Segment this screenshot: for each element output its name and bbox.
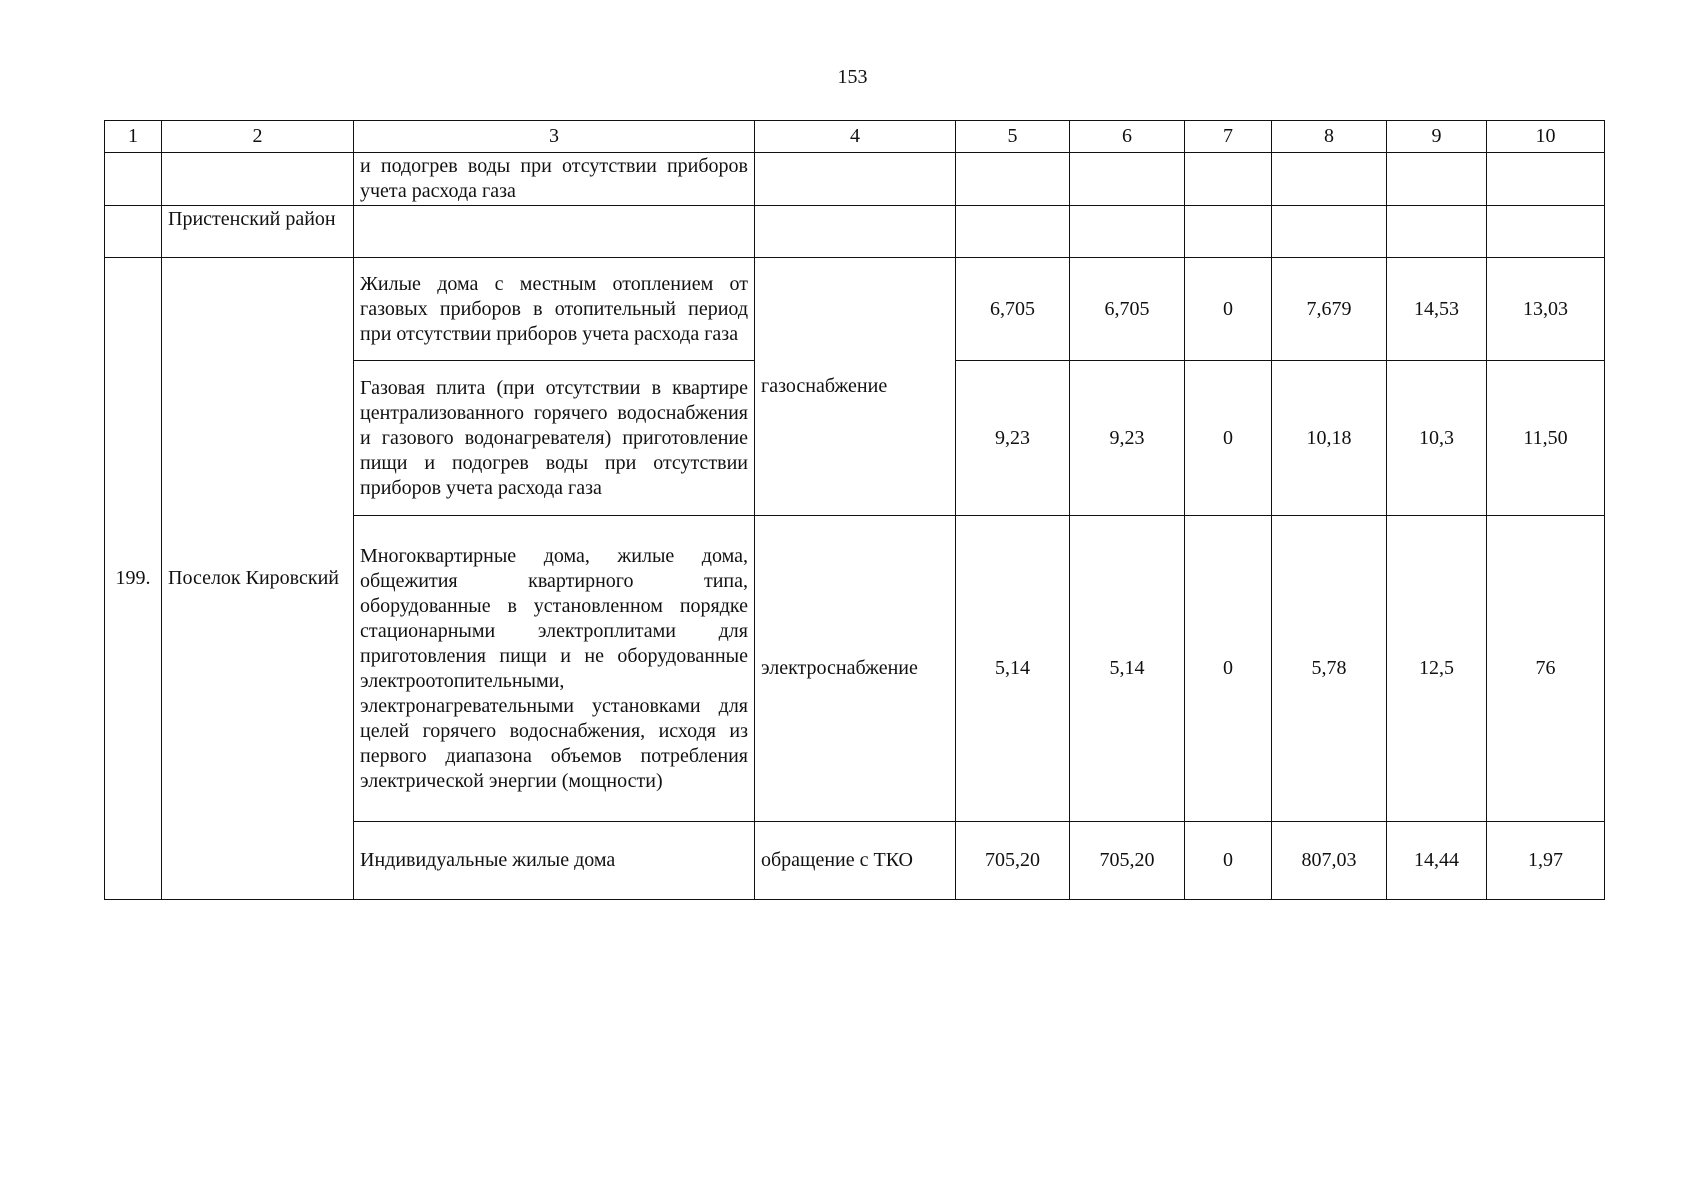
value-cell: 14,44 xyxy=(1387,822,1487,900)
value-cell: 76 xyxy=(1487,516,1605,822)
header-cell: 2 xyxy=(162,121,354,153)
header-cell: 1 xyxy=(105,121,162,153)
district-row xyxy=(105,206,1605,258)
value-cell: 10,18 xyxy=(1272,361,1387,516)
value-cell: 9,23 xyxy=(1070,361,1185,516)
value-cell: 1,97 xyxy=(1487,822,1605,900)
value-cell: 14,53 xyxy=(1387,258,1487,361)
table-row xyxy=(105,258,1605,361)
value-cell: 705,20 xyxy=(956,822,1070,900)
header-cell: 9 xyxy=(1387,121,1487,153)
district-name: Пристенский район xyxy=(162,206,354,258)
page-number: 153 xyxy=(837,66,868,88)
value-cell: 5,14 xyxy=(956,516,1070,822)
value-cell: 5,14 xyxy=(1070,516,1185,822)
header-cell: 8 xyxy=(1272,121,1387,153)
value-cell: 12,5 xyxy=(1387,516,1487,822)
value-cell: 807,03 xyxy=(1272,822,1387,900)
table-header-row xyxy=(105,121,1605,153)
row-description: Газовая плита (при отсутствии в квартире централизованного горячего водоснабжения и газового водонагревателя) приготовление пищи и подогрев воды при отсутствии приборов учета расхода газа xyxy=(354,361,755,516)
value-cell: 6,705 xyxy=(1070,258,1185,361)
header-cell: 10 xyxy=(1487,121,1605,153)
continuation-row xyxy=(105,153,1605,206)
value-cell: 9,23 xyxy=(956,361,1070,516)
value-cell: 13,03 xyxy=(1487,258,1605,361)
continuation-description: и подогрев воды при отсутствии приборов учета расхода газа xyxy=(354,153,755,206)
value-cell: 0 xyxy=(1185,258,1272,361)
service-type: газоснабжение xyxy=(755,258,956,516)
value-cell: 705,20 xyxy=(1070,822,1185,900)
row-description: Жилые дома с местным отоплением от газовых приборов в отопительный период при отсутствии приборов учета расхода газа xyxy=(354,258,755,361)
value-cell: 0 xyxy=(1185,361,1272,516)
tariff-table xyxy=(104,120,1605,900)
header-cell: 3 xyxy=(354,121,755,153)
service-type: электроснабжение xyxy=(755,516,956,822)
value-cell: 6,705 xyxy=(956,258,1070,361)
header-cell: 5 xyxy=(956,121,1070,153)
value-cell: 7,679 xyxy=(1272,258,1387,361)
value-cell: 10,3 xyxy=(1387,361,1487,516)
settlement-name: Поселок Кировский xyxy=(162,258,354,900)
header-cell: 6 xyxy=(1070,121,1185,153)
row-description: Многоквартирные дома, жилые дома, общежития квартирного типа, оборудованные в установленном порядке стационарными электроплитами для приготовления пищи и не оборудованные электроотопительными, электронагревательными установками для целей горячего водоснабжения, исходя из первого диапазона объемов потребления электрической энергии (мощности) xyxy=(354,516,755,822)
header-cell: 4 xyxy=(755,121,956,153)
value-cell: 0 xyxy=(1185,516,1272,822)
row-description: Индивидуальные жилые дома xyxy=(354,822,755,900)
service-type: обращение с ТКО xyxy=(755,822,956,900)
header-cell: 7 xyxy=(1185,121,1272,153)
value-cell: 0 xyxy=(1185,822,1272,900)
value-cell: 11,50 xyxy=(1487,361,1605,516)
entry-number: 199. xyxy=(105,258,162,900)
value-cell: 5,78 xyxy=(1272,516,1387,822)
